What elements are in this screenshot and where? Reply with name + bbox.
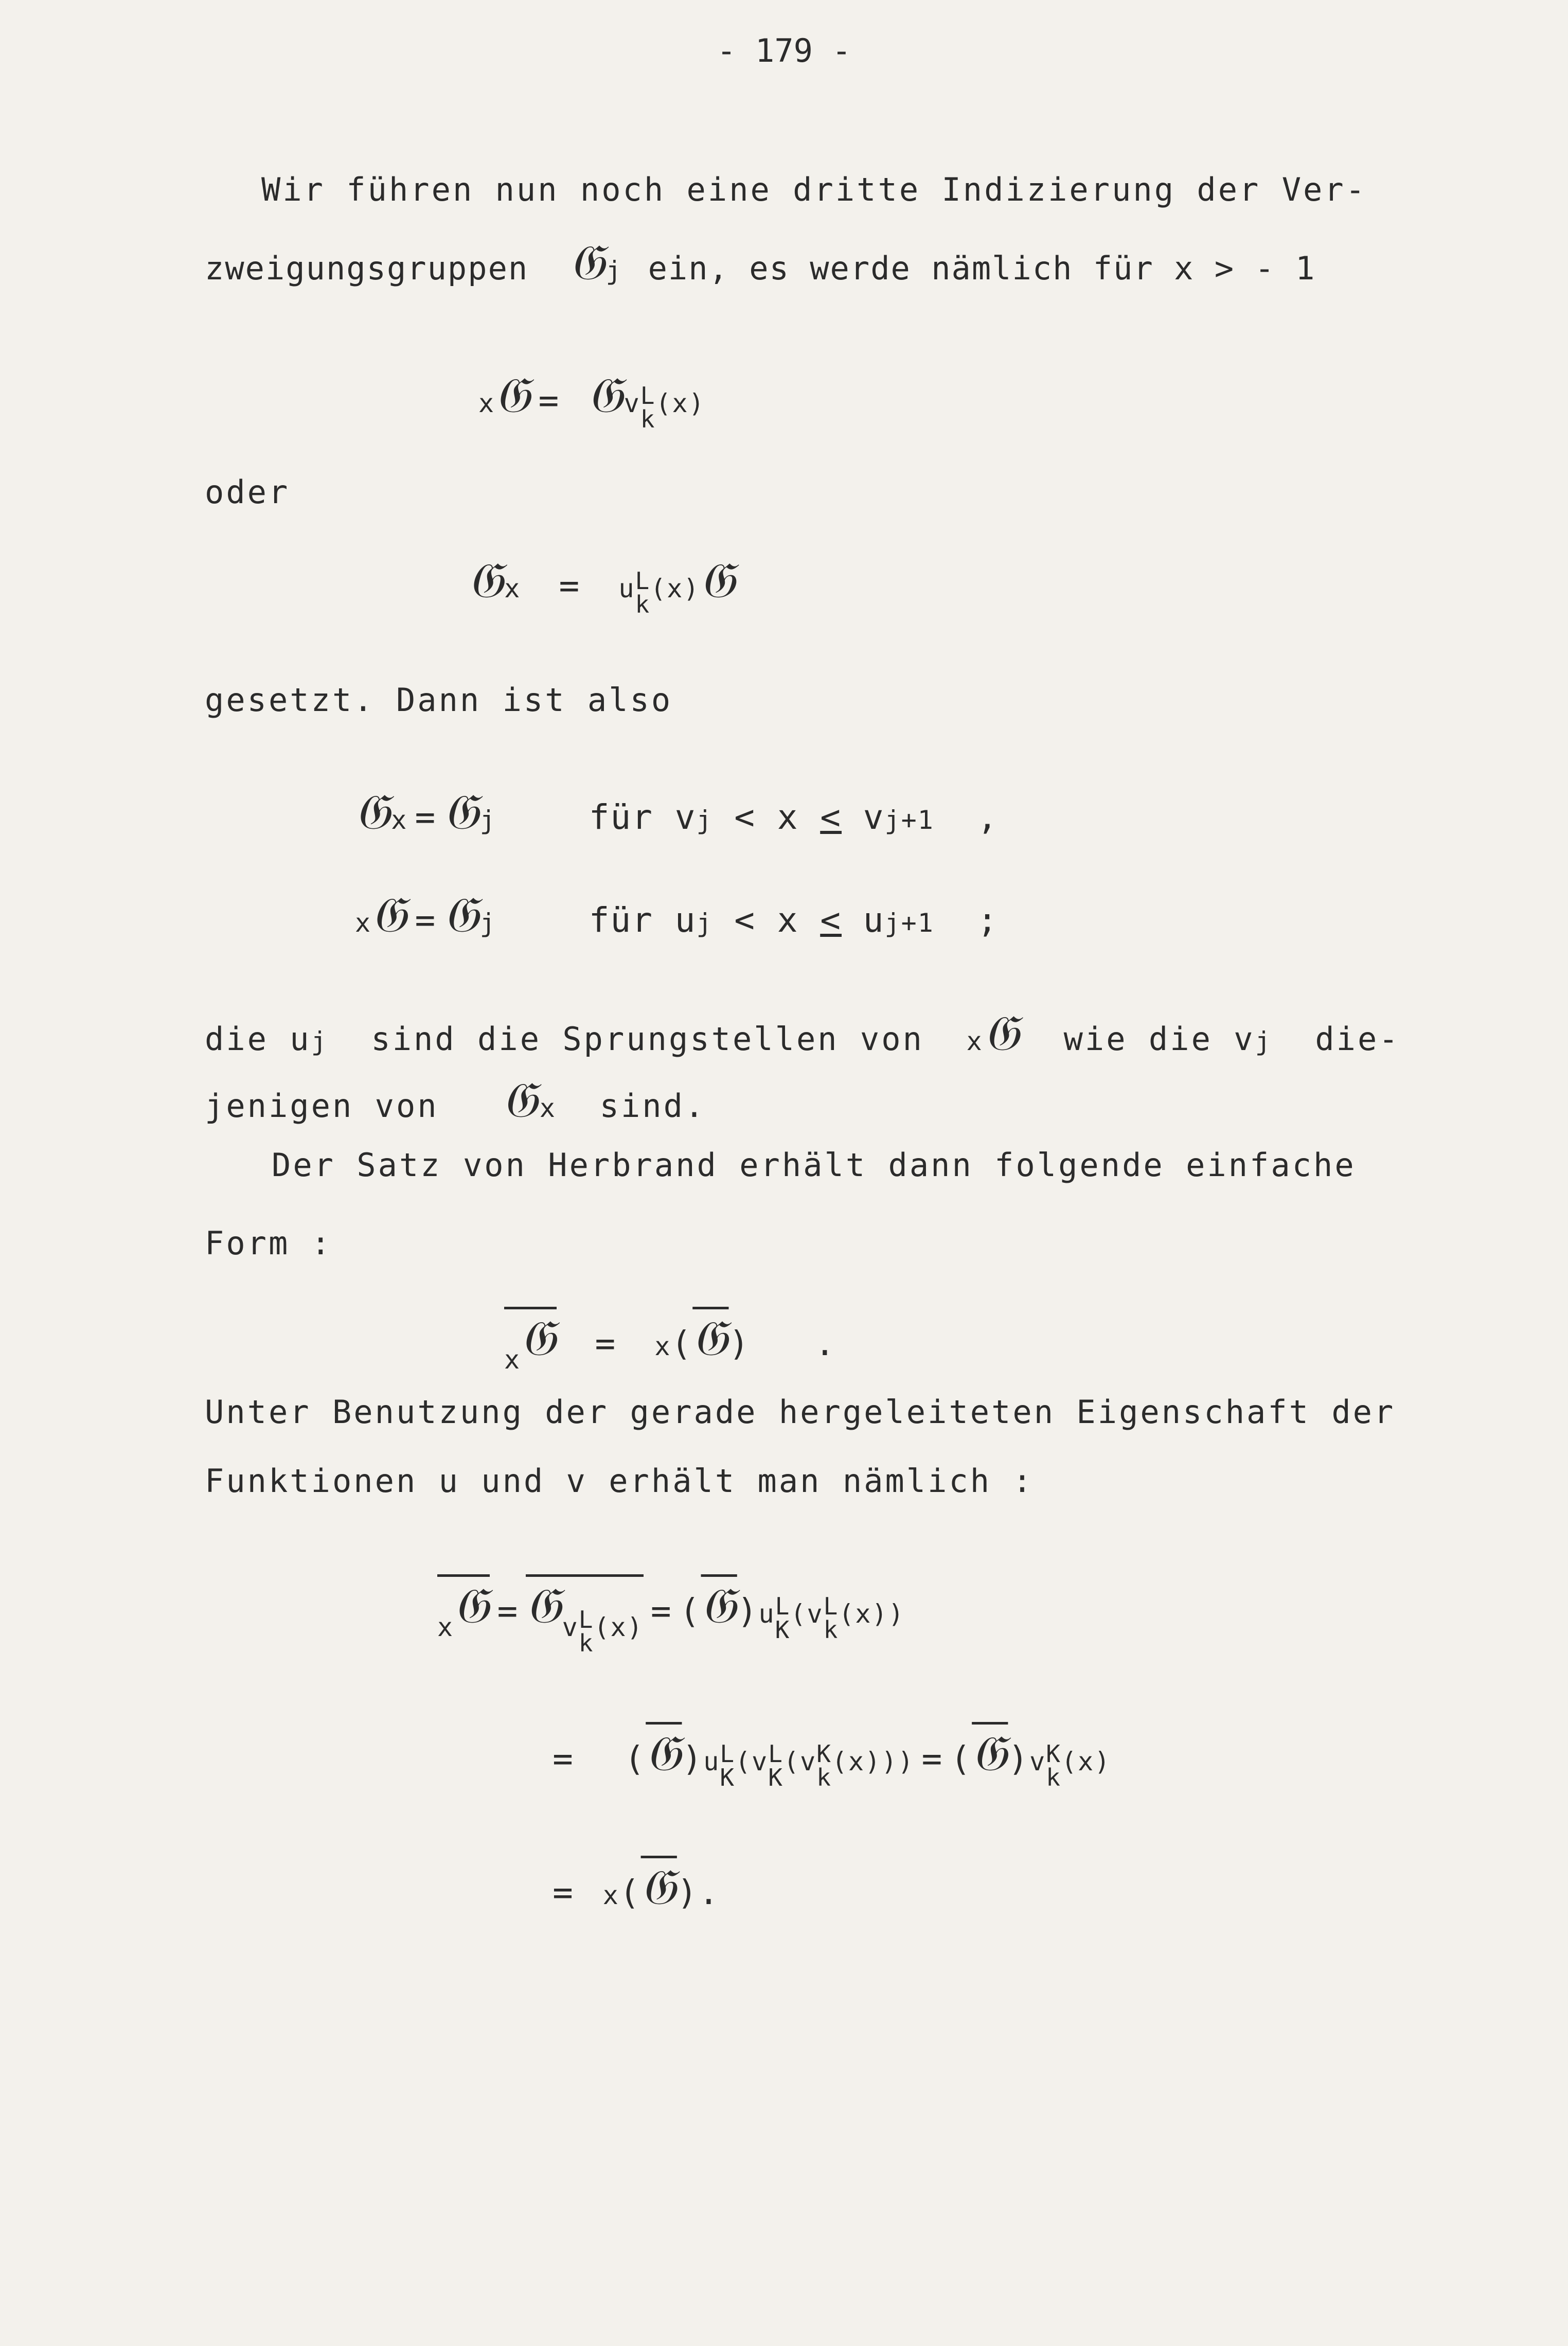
paragraph-2-line-2: jenigen von 𝔊 x sind.	[205, 1071, 706, 1129]
equation-herbrand: $_x$𝔊 = x ( 𝔊 ) .	[504, 1307, 836, 1373]
g-symbol: 𝔊	[569, 234, 606, 291]
equation-3: 𝔊 x = 𝔊 j für v j < x < v j+1 ,	[355, 783, 999, 841]
paragraph-3-line-1: Der Satz von Herbrand erhält dann folgende einfache	[272, 1146, 1356, 1184]
paragraph-2-line-1: die u j sind die Sprungstellen von x 𝔊 wie die v j die-	[205, 1004, 1400, 1062]
oder-text: oder	[205, 473, 290, 511]
page-number: - 179 -	[717, 32, 851, 69]
equation-6-line-2: = ( 𝔊 ) u L K (v L K (v K k (x))) = ( 𝔊 ) v K k (x)	[553, 1725, 1111, 1791]
paragraph-4-line-2: Funktionen u und v erhält man nämlich :	[205, 1462, 1034, 1500]
equation-4: x 𝔊 = 𝔊 j für u j < x < u j+1 ;	[355, 886, 999, 944]
paragraph-1-line-2: zweigungsgruppen 𝔊 j ein, es werde nämlich für x > - 1	[205, 234, 1316, 291]
paragraph-1-line-1: Wir führen nun noch eine dritte Indizierung der Ver-	[261, 171, 1367, 208]
equation-6-line-1: $_x$𝔊 = 𝔊$_{v L k (x)}$ = ( 𝔊 ) u L K (v L k (x))	[437, 1574, 905, 1655]
paragraph-3-line-2: Form :	[205, 1224, 332, 1262]
equation-2: 𝔊 x = u L k (x) 𝔊	[468, 552, 736, 618]
paragraph-4-line-1: Unter Benutzung der gerade hergeleiteten Eigenschaft der	[205, 1393, 1396, 1431]
equation-1: x 𝔊 = 𝔊 v L k (x)	[478, 366, 705, 433]
equation-6-line-3: = x ( 𝔊 ).	[553, 1858, 720, 1916]
gesetzt-text: gesetzt. Dann ist also	[205, 681, 673, 719]
